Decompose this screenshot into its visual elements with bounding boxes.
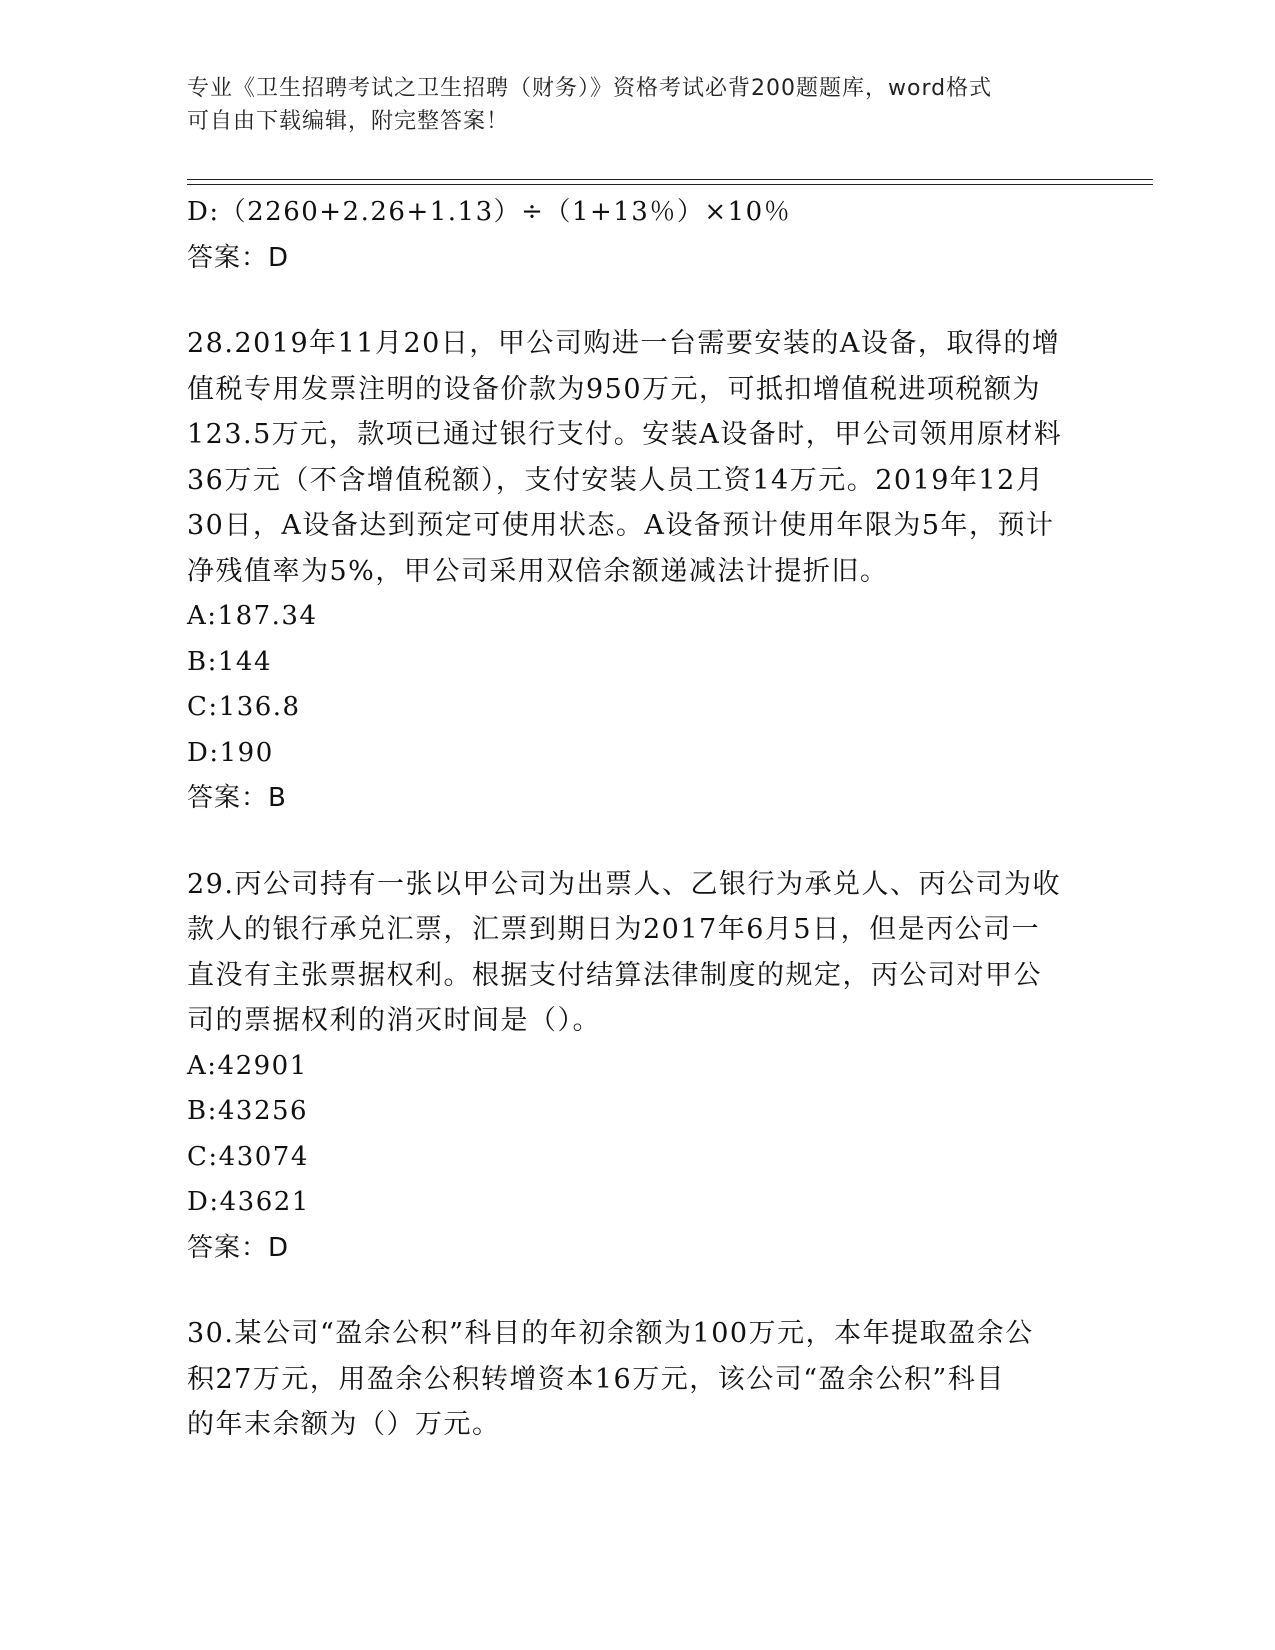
stem-line: 司的票据权利的消灭时间是（）。 [187,1005,601,1036]
option-d: D:190 [187,737,274,768]
answer: 答案：B [187,783,287,813]
question-stem [187,321,1087,594]
question-30 [187,1311,1087,1448]
stem-line: 30.某公司“盈余公积”科目的年初余额为100万元，本年提取盈余公 [187,1318,1034,1349]
option-a: A:42901 [187,1050,308,1081]
option-a: A:187.34 [187,601,318,631]
stem-line: 值税专用发票注明的设备价款为950万元，可抵扣增值税进项税额为 [187,373,1042,405]
stem-line: 30日，A设备达到预定可使用状态。A设备预计使用年限为5年，预计 [187,510,1055,541]
header-line-2: 可自由下载编辑，附完整答案！ [187,109,510,134]
stem-line: 123.5万元，款项已通过银行支付。安装A设备时，甲公司领用原材料 [187,419,1063,450]
stem-line: 29.丙公司持有一张以甲公司为出票人、乙银行为承兑人、丙公司为收 [187,868,1061,900]
answer: 答案：D [187,1232,290,1263]
stem-line: 36万元（不含增值税额），支付安装人员工资14万元。2019年12月 [187,464,1045,496]
answer: 答案：D [187,242,290,273]
stem-line: 28.2019年11月20日，甲公司购进一台需要安装的A设备，取得的增 [187,328,1061,359]
option-b: B:43256 [187,1096,309,1126]
header-divider-bottom [187,184,1153,185]
document-header [187,72,1087,138]
question-28 [187,321,1087,822]
option-d: D:43621 [187,1187,310,1217]
option-b: B:144 [187,646,272,677]
option-c: C:136.8 [187,692,301,722]
question-29 [187,862,1087,1272]
stem-line: 的年末余额为（）万元。 [187,1409,501,1440]
stem-line: 积27万元，用盈余公积转增资本16万元，该公司“盈余公积”科目 [187,1363,1005,1395]
document-body [187,190,1087,1448]
header-divider-top [187,179,1153,180]
stem-line: 直没有主张票据权利。根据支付结算法律制度的规定，丙公司对甲公 [187,959,1042,991]
question-stem [187,1311,1087,1448]
option-c: C:43074 [187,1141,309,1172]
question-stem [187,862,1087,1044]
stem-line: 款人的银行承兑汇票，汇票到期日为2017年6月5日，但是丙公司一 [187,914,1041,945]
header-line-1: 专业《卫生招聘考试之卫生招聘（财务）》资格考试必背200题题库，word格式 [187,76,993,101]
option-d: D:（2260+2.26+1.13）÷（1+13％）×10％ [187,197,792,227]
previous-question-tail [187,190,1087,281]
stem-line: 净残值率为5%，甲公司采用双倍余额递减法计提折旧。 [187,555,889,587]
